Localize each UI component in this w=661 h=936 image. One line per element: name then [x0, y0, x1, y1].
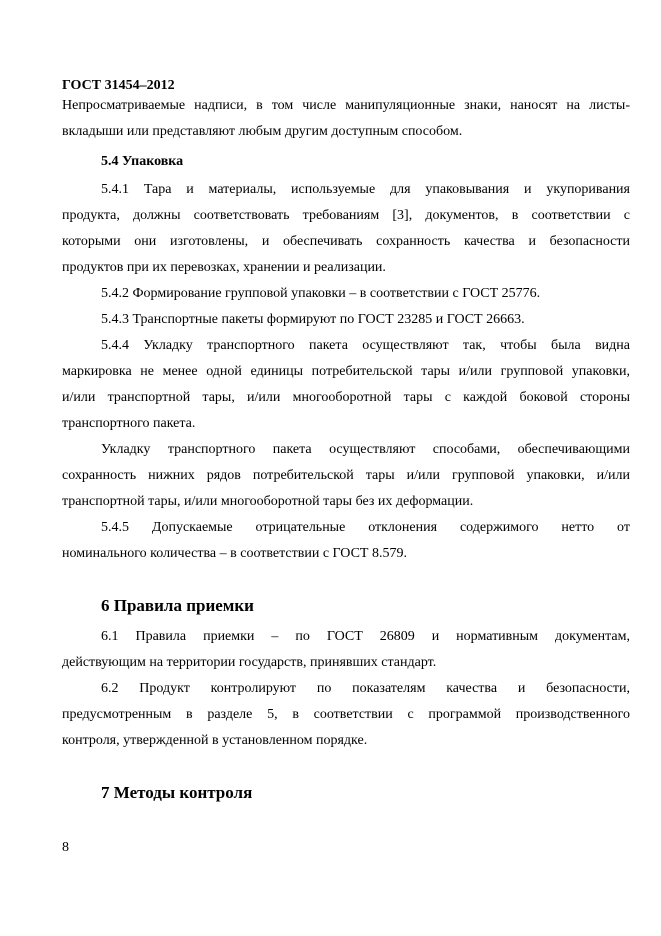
paragraph-5-4-4: [62, 333, 630, 437]
text-line: продуктов при их перевозках, хранении и реализации.: [62, 260, 386, 275]
section-5-4-title: 5.4 Упаковка: [101, 154, 184, 169]
page-number: 8: [62, 840, 69, 855]
text-line: номинального количества – в соответствии с ГОСТ 8.579.: [62, 546, 407, 561]
text-line: 5.4.2 Формирование групповой упаковки – в соответствии с ГОСТ 25776.: [101, 286, 541, 301]
text-line: маркировка не менее одной единицы потребительской тары и/или групповой упаковки,: [62, 364, 630, 379]
text-line: контроля, утвержденной в установленном порядке.: [62, 733, 368, 748]
text-line: транспортного пакета.: [62, 416, 196, 431]
paragraph-6-1: [62, 624, 630, 676]
text-line: 5.4.3 Транспортные пакеты формируют по ГОСТ 23285 и ГОСТ 26663.: [101, 312, 525, 327]
text-line: предусмотренным в разделе 5, в соответствии с программой производственного: [62, 707, 630, 722]
paragraph-5-4-2: [62, 281, 630, 307]
paragraph-5-4-4-continued: [62, 437, 630, 515]
text-line: 6.2 Продукт контролируют по показателям качества и безопасности,: [101, 681, 630, 696]
text-line: 5.4.4 Укладку транспортного пакета осуществляют так, чтобы была видна: [101, 338, 630, 353]
text-line: Укладку транспортного пакета осуществляют способами, обеспечивающими: [101, 442, 630, 457]
text-line: 5.4.5 Допускаемые отрицательные отклонения содержимого нетто от: [101, 520, 630, 535]
section-7-title: 7 Методы контроля: [101, 783, 253, 802]
paragraph-intro: [62, 93, 630, 145]
text-line: действующим на территории государств, принявших стандарт.: [62, 655, 437, 670]
text-line: продукта, должны соответствовать требованиям [3], документов, в соответствии с: [62, 208, 630, 223]
text-line: Непросматриваемые надписи, в том числе манипуляционные знаки, наносят на листы-: [62, 98, 630, 113]
text-line: которыми они изготовлены, и обеспечивать сохранность качества и безопасности: [62, 234, 630, 249]
document-header: ГОСТ 31454–2012: [62, 78, 175, 93]
paragraph-5-4-5: [62, 515, 630, 567]
text-line: 6.1 Правила приемки – по ГОСТ 26809 и нормативным документам,: [101, 629, 630, 644]
text-line: транспортной тары, и/или многооборотной тары без их деформации.: [62, 494, 474, 509]
paragraph-5-4-3: [62, 307, 630, 333]
text-line: сохранность нижних рядов потребительской тары и/или групповой упаковки, и/или: [62, 468, 630, 483]
section-6-title: 6 Правила приемки: [101, 596, 254, 615]
paragraph-5-4-1: [62, 177, 630, 281]
text-line: и/или транспортной тары, и/или многооборотной тары с каждой боковой стороны: [62, 390, 630, 405]
text-line: вкладыши или представляют любым другим доступным способом.: [62, 124, 463, 139]
paragraph-6-2: [62, 676, 630, 754]
text-line: 5.4.1 Тара и материалы, используемые для упаковывания и укупоривания: [101, 182, 630, 197]
